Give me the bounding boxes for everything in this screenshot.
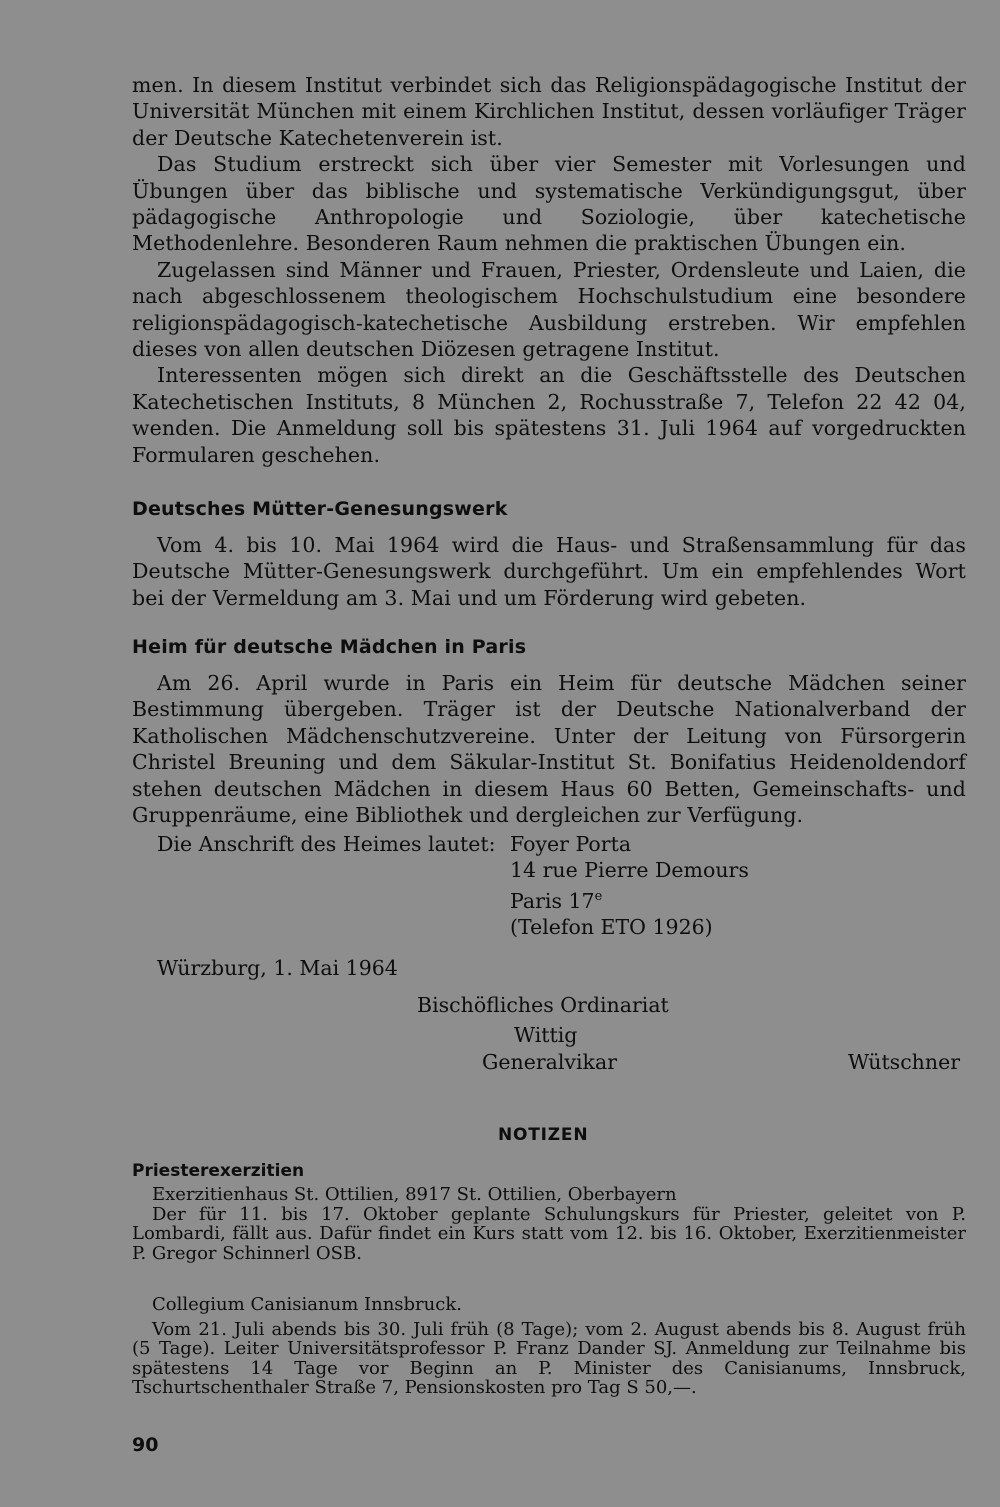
intro-paragraph-1: men. In diesem Institut verbindet sich das Religionspädagogische Institut der Universität München mit einem Kirchlichen Institut, dessen vorläufiger Träger der Deutsche Katechetenverein ist. [132,73,966,150]
section-body: Am 26. April wurde in Paris ein Heim für deutsche Mädchen seiner Bestimmung übergeben. Träger ist der Deutsche Nationalverband der Katholischen Mädchenschutzvereine. Unter der Leitung von Fürsorgerin Christel Breuning und dem Säkular-Institut St. Bonifatius Heidenoldendorf stehen deutschen Mädchen in diesem Haus 60 Betten, Gemeinschafts- und Gruppenräume, eine Bibliothek und dergleichen zur Verfügung. [132,671,966,828]
notizen-subheading: Priesterexerzitien [132,1161,305,1181]
section-heading: Heim für deutsche Mädchen in Paris [132,636,527,658]
address-block [510,831,749,940]
address-line-1: Foyer Porta [510,832,632,856]
intro-paragraph-3: Zugelassen sind Männer und Frauen, Priester, Ordensleute und Laien, die nach abgeschlossenem theologischem Hochschulstudium eine besondere religionspädagogisch-katechetische Ausbildung erstreben. Wir empfehlen dieses von allen deutschen Diözesen getragene Institut. [132,257,966,362]
address-line-3: Paris 17e [510,888,603,913]
place-date: Würzburg, 1. Mai 1964 [157,956,398,980]
notizen-heading: NOTIZEN [498,1125,589,1145]
intro-block [132,72,966,468]
address-intro: Die Anschrift des Heimes lautet: [157,832,496,856]
second-signatory: Wütschner [848,1050,961,1074]
notizen-priesterexerzitien [132,1161,966,1263]
notizen-place: Collegium Canisianum Innsbruck. [152,1294,462,1315]
page-number: 90 [132,1434,159,1456]
intro-paragraph-4: Interessenten mögen sich direkt an die Geschäftsstelle des Deutschen Katechetischen Instituts, 8 München 2, Rochusstraße 7, Telefon 22 42 04, wenden. Die Anmeldung soll bis spätestens 31. Juli 1964 auf vorgedruckten Formularen geschehen. [132,363,966,467]
signatory-title: Generalvikar [482,1050,618,1074]
address-line-4: (Telefon ETO 1926) [510,915,713,940]
address-line-2: 14 rue Pierre Demours [510,858,749,883]
signatory-name: Wittig [514,1023,578,1047]
notizen-canisianum [132,1295,966,1398]
section-heim-paris [132,636,966,828]
intro-paragraph-2: Das Studium erstreckt sich über vier Semester mit Vorlesungen und Übungen über das biblische und systematische Verkündigungsgut, über pädagogische Anthropologie und Soziologie, über katechetische Methodenlehre. Besonderen Raum nehmen die praktischen Übungen ein. [132,152,966,256]
section-body: Vom 4. bis 10. Mai 1964 wird die Haus- und Straßensammlung für das Deutsche Mütter-Genesungswerk durchgeführt. Um ein empfehlendes Wort bei der Vermeldung am 3. Mai und um Förderung wird gebeten. [132,533,966,610]
notizen-body: Der für 11. bis 17. Oktober geplante Schulungskurs für Priester, geleitet von P. Lombardi, fällt aus. Dafür findet ein Kurs statt vom 12. bis 16. Oktober, Exerzitienmeister P. Gregor Schinnerl OSB. [132,1203,966,1264]
office-name: Bischöfliches Ordinariat [417,993,669,1017]
section-heading: Deutsches Mütter-Genesungswerk [132,498,508,520]
section-muetter-genesungswerk [132,498,966,611]
notizen-place: Exerzitienhaus St. Ottilien, 8917 St. Ottilien, Oberbayern [152,1184,677,1205]
notizen-body: Vom 21. Juli abends bis 30. Juli früh (8 Tage); vom 2. August abends bis 8. August früh (5 Tage). Leiter Universitätsprofessor P. Franz Dander SJ. Anmeldung zur Teilnahme bis spätestens 14 Tage vor Beginn an P. Minister des Canisianums, Innsbruck, Tschurtschenthaler Straße 7, Pensionskosten pro Tag S 50,—. [132,1318,966,1399]
